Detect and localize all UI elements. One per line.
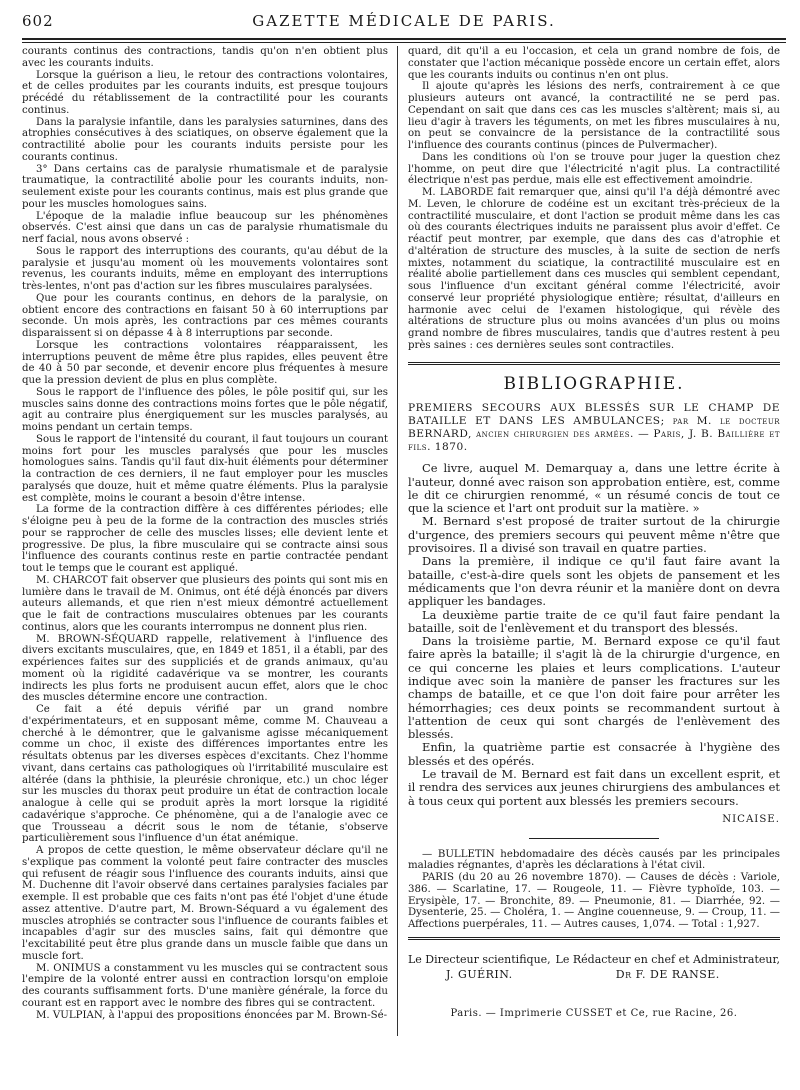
paragraph: Dans la paralysie infantile, dans les paralysies saturnines, dans des atrophies consécutives à des sciatiques, on observe également que la contractilité abolie pour les courants induits persiste pour les courants continus.: [22, 116, 388, 163]
bulletin-stats: PARIS (du 20 au 26 novembre 1870). — Causes de décès : Variole, 386. — Scarlatine, 17. — Rougeole, 11. — Fièvre typhoïde, 103. — Erysipèle, 17. — Bronchite, 89. — Pneumonie, 81. — Diarrhée, 92. — Dysenterie, 25. — Choléra, 1. — Angine couenneuse, 9. — Croup, 11. — Affections puerpérales, 11. — Autres causes, 1,074. — Total : 1,927.: [408, 872, 780, 931]
paragraph: Sous le rapport de l'influence des pôles, le pôle positif qui, sur les muscles sains donne des contractions moins fortes que le pôle négatif, agit au contraire plus énergiquement sur les muscles paralysés, au moins pendant un certain temps.: [22, 386, 388, 433]
bibliography-section: [408, 373, 780, 826]
left-column: [22, 46, 388, 1021]
paragraph: Il ajoute qu'après les lésions des nerfs, contrairement à ce que plusieurs auteurs ont avancé, la contractilité ne se perd pas. Cependant on sait que dans ces cas les muscles s'altèrent; mais si, au lieu d'agir à travers les téguments, on met les fibres musculaires à nu, on peut se convaincre de la persistance de la contractilité sous l'influence des courants continus (pinces de Pulvermacher).: [408, 81, 780, 151]
paragraph: A propos de cette question, le même observateur déclare qu'il ne s'explique pas comment la volonté peut faire contracter des muscles qui refusent de réagir sous l'influence des courants induits, ainsi que M. Duchenne dit l'avoir observé dans certaines paralysies faciales par exemple. Il est probable que ces faits n'ont pas été l'objet d'une étude assez attentive. D'autre part, M. Brown-Séquard a vu également des muscles atrophiés se contracter sous l'influence de courants faibles et incapables d'agir sur des muscles sains, fait qui démontre que l'excitabilité peut être plus grande dans un muscle faible que dans un muscle fort.: [22, 845, 388, 962]
bibliography-paragraph: Enfin, la quatrième partie est consacrée à l'hygiène des blessés et des opérés.: [408, 740, 780, 768]
editor-title: Le Rédacteur en chef et Administrateur,: [555, 952, 780, 966]
bibliography-paragraph: La deuxième partie traite de ce qu'il faut faire pendant la bataille, soit de l'enlèvement et du transport des blessés.: [408, 607, 780, 635]
director-name: J. GUÉRIN.: [446, 967, 513, 981]
right-column: [408, 46, 780, 1020]
short-rule: [529, 838, 659, 839]
printer-imprint: Paris. — Imprimerie CUSSET et Ce, rue Racine, 26.: [450, 1007, 738, 1019]
column-divider: [397, 46, 398, 1036]
footer-signatures: [408, 952, 780, 982]
paragraph: quard, dit qu'il a eu l'occasion, et cela un grand nombre de fois, de constater que l'action mécanique possède encore un certain effet, alors que les courants induits ou continus n'en ont plus.: [408, 46, 780, 81]
paragraph: Lorsque la guérison a lieu, le retour des contractions volontaires, et de celles produites par les courants induits, est presque toujours précédé du rétablissement de la contractilité pour les courants continus.: [22, 69, 388, 116]
paragraph: Sous le rapport de l'intensité du courant, il faut toujours un courant moins fort pour les muscles paralysés que pour les muscles homologues sains. Tandis qu'il faut dix-huit éléments pour déterminer la contraction de ces derniers, il ne faut employer pour les muscles paralysés que douze, huit et même quatre éléments. Plus la paralysie est complète, moins le courant a besoin d'être intense.: [22, 433, 388, 504]
bibliography-paragraph: Le travail de M. Bernard est fait dans un excellent esprit, et il rendra des services aux jeunes chirurgiens des ambulances et à tous ceux qui portent aux blessés les premiers secours.: [408, 767, 780, 808]
review-signature: NICAISE.: [722, 813, 780, 825]
bulletin-section: [408, 849, 780, 931]
paragraph: M. BROWN-SÉQUARD rappelle, relativement à l'influence des divers excitants musculaires, que, en 1849 et 1851, il a établi, par des expériences faites sur des suppliciés et de grands animaux, qu'au moment où la rigidité cadavérique va se montrer, les courants indirects les plus forts ne produisent aucun effet, alors que le choc des muscles détermine encore une contraction.: [22, 633, 388, 704]
bibliography-paragraph: M. Bernard s'est proposé de traiter surtout de la chirurgie d'urgence, des premiers secours qui peuvent même n'être que provisoires. Il a divisé son travail en quatre parties.: [408, 514, 780, 556]
bibliography-paragraph: Dans la première, il indique ce qu'il faut faire avant la bataille, c'est-à-dire quels sont les objets de pansement et les médicaments que l'on devra réunir et la manière dont on devra appliquer les bandages.: [408, 554, 780, 609]
paragraph: Que pour les courants continus, en dehors de la paralysie, on obtient encore des contractions en faisant 50 à 60 interruptions par seconde. Un mois après, les contractions par ces mêmes courants disparaissent si on dépasse 4 à 8 interruptions par seconde.: [22, 292, 388, 339]
director-title: Le Directeur scientifique,: [408, 952, 551, 966]
paragraph: M. CHARCOT fait observer que plusieurs des points qui sont mis en lumière dans le travail de M. Onimus, ont été déjà énoncés par divers auteurs allemands, et que rien n'est mieux démontré actuellement que le fait de contractions musculaires obtenues par les courants continus, alors que les courants interrompus ne donnent plus rien.: [22, 574, 388, 633]
page-number: 602: [22, 12, 54, 30]
bulletin-lead: — BULLETIN hebdomadaire des décès causés par les principales maladies régnantes, d'après les déclarations à l'état civil.: [408, 848, 780, 872]
paragraph: 3° Dans certains cas de paralysie rhumatismale et de paralysie traumatique, la contractilité abolie pour les courants induits, non-seulement existe pour les courants continus, mais est plus grande que pour les muscles homologues sains.: [22, 163, 388, 210]
editor-block: [556, 952, 780, 982]
editor-name: Dr F. DE RANSE.: [615, 967, 720, 981]
journal-title: GAZETTE MÉDICALE DE PARIS.: [252, 12, 556, 30]
paragraph: La forme de la contraction diffère à ces différentes périodes; elle s'éloigne peu à peu de la forme de la contraction des muscles striés pour se rapprocher de celle des muscles lisses; elle devient lente et progressive. De plus, la fibre musculaire qui se contracte ainsi sous l'influence des courants continus reste en partie contractée pendant tout le temps que le courant est appliqué.: [22, 504, 388, 574]
paragraph: Lorsque les contractions volontaires réapparaissent, les interruptions peuvent de même être plus rapides, elles peuvent être de 40 à 50 par seconde, et devenir encore plus fréquentes à mesure que la pression devient de plus en plus complète.: [22, 339, 388, 386]
director-block: [408, 952, 551, 982]
paragraph: M. VULPIAN, à l'appui des propositions énoncées par M. Brown-Sé-: [36, 1009, 388, 1021]
paragraph: L'époque de la maladie influe beaucoup sur les phénomènes observés. C'est ainsi que dans un cas de paralysie rhumatismale du nerf facial, nous avons observé :: [22, 210, 388, 245]
bibliography-paragraph: Ce livre, auquel M. Demarquay a, dans une lettre écrite à l'auteur, donné avec raison son approbation entière, est, comme le dit ce chirurgien renommé, « un résumé concis de tout ce que la science et l'art ont produit sur la matière. »: [408, 461, 780, 516]
paragraph: Dans les conditions où l'on se trouve pour juger la question chez l'homme, on peut dire que l'électricité n'agit plus. La contractilité électrique n'est pas perdue, mais elle est effectivement amoindrie.: [408, 151, 780, 187]
paragraph: courants continus des contractions, tandis qu'on n'en obtient plus avec les courants induits.: [22, 46, 388, 69]
bibliography-title: BIBLIOGRAPHIE.: [503, 373, 685, 394]
bibliography-paragraph: Dans la troisième partie, M. Bernard expose ce qu'il faut faire après la bataille; il s'agit là de la chirurgie d'urgence, en ce qui concerne les plaies et leurs complications. L'auteur indique avec soin la manière de panser les fractures sur les champs de bataille, et ce que l'on doit faire pour arrêter les hémorrhagies; ces deux points se recommandent surtout à l'attention de ceux qui sont chargés de l'enlèvement des blessés.: [408, 634, 780, 742]
paragraph: Ce fait a été depuis vérifié par un grand nombre d'expérimentateurs, et en supposant même, comme M. Chauveau a cherché à le démontrer, que le galvanisme agisse mécaniquement comme un choc, il existe des différences importantes entre les résultats obtenus par les diverses espèces d'excitants. Chez l'homme vivant, dans certains cas pathologiques où l'irritabilité musculaire est altérée (dans la phthisie, la pleurésie chronique, etc.) un choc léger sur les muscles du thorax peut produire un état de contraction locale analogue à celle qui se produit après la mort lorsque la rigidité cadavérique s'approche. Ce phénomène, qui a de l'analogie avec ce que Trousseau a décrit sous le nom de tétanie, s'observe particulièrement sous l'influence d'un état anémique.: [22, 704, 388, 845]
bibliography-body: [408, 462, 780, 808]
section-separator: [408, 362, 780, 367]
bibliography-reference: PREMIERS SECOURS AUX BLESSÉS SUR LE CHAMP DE BATAILLE ET DANS LES AMBULANCES; par M. le docteur BERNARD, ancien chirurgien des armées. — Paris, J. B. Baillière et fils. 1870.: [408, 402, 780, 454]
footer-rule: [408, 937, 780, 942]
paragraph: Sous le rapport des interruptions des courants, qu'au début de la paralysie et jusqu'au moment où les mouvements volontaires sont revenus, les courants induits, même en employant des interruptions très-lentes, n'ont pas d'action sur les fibres musculaires paralysées.: [22, 245, 388, 292]
page-header: [22, 10, 786, 32]
paragraph: M. ONIMUS a constamment vu les muscles qui se contractent sous l'empire de la volonté entrer aussi en contraction lorsqu'on emploie des courants suffisamment forts. D'une manière générale, la force du courant est en rapport avec le nombre des fibres qui se contractent.: [22, 962, 388, 1009]
right-column-text: [408, 46, 780, 352]
paragraph: M. LABORDE fait remarquer que, ainsi qu'il l'a déjà démontré avec M. Leven, le chlorure de codéine est un excitant très-précieux de la contractilité musculaire, et dont l'action se produit même dans les cas où des courants électriques induits ne paraissent plus avoir d'effet. Ce réactif peut montrer, par exemple, que dans des cas d'atrophie et d'altération de structure des muscles, à la suite de section de nerfs mixtes, notamment du sciatique, la contractilité musculaire est en réalité abolie partiellement dans ces muscles qui semblent cependant, sous l'influence d'un excitant général comme l'électricité, avoir conservé leur propriété physiologique entière; résultat, d'ailleurs en harmonie avec celui de l'examen histologique, qui révèle des altérations de structure plus ou moins avancées d'un plus ou moins grand nombre de fibres musculaires, tandis que d'autres restent à peu près saines : ces dernières seules sont contractiles.: [408, 187, 780, 351]
header-rule: [22, 38, 786, 43]
